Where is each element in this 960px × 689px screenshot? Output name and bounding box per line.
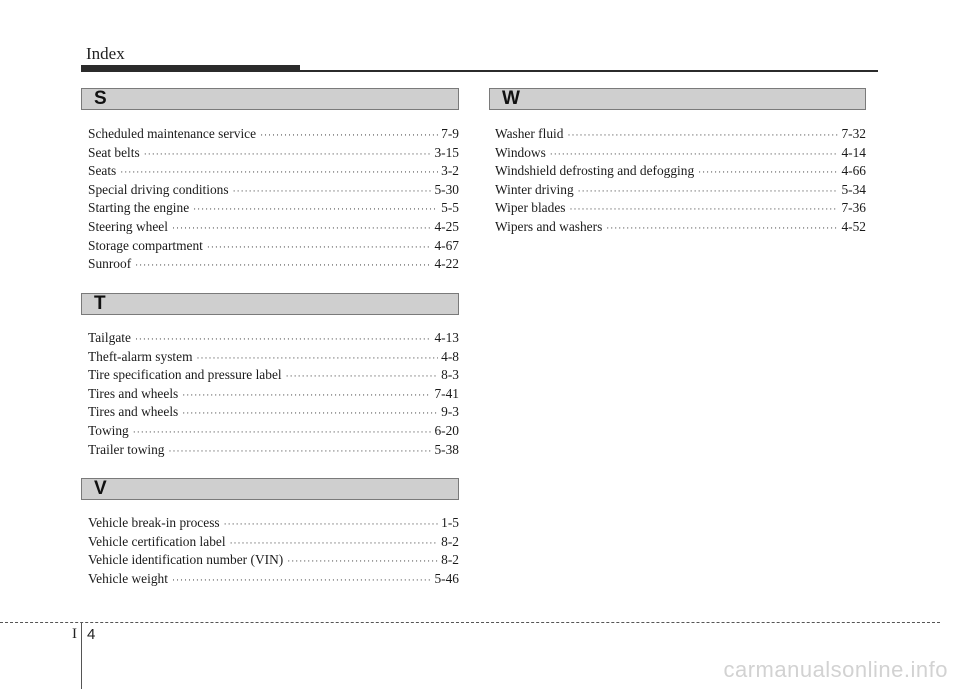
entry-page-ref: 4-14 [841,144,866,160]
entry-page-ref: 8-3 [441,367,459,383]
entry-label: Vehicle break-in process [88,515,220,530]
entry-page-ref: 3-2 [441,163,459,179]
entry-page-ref: 4-67 [434,237,459,253]
dot-leader [135,334,432,344]
dot-leader [182,408,438,418]
section-header-w [489,88,866,110]
entry-label: Vehicle identification number (VIN) [88,552,284,568]
entry-page-ref: 4-66 [841,163,866,179]
index-entry [88,349,459,368]
index-entry [88,404,459,423]
entry-page-ref: 4-22 [434,256,459,272]
entry-label: Special driving conditions [88,181,229,197]
section-header-t [81,293,459,315]
section-header-s [81,88,459,110]
entry-page-ref: 4-13 [434,330,459,345]
entry-page-ref: 5-46 [434,570,459,586]
index-list-w [495,126,866,238]
page-title: Index [86,44,125,63]
entry-label: Towing [88,422,129,438]
index-entry [495,200,866,219]
dot-leader [196,353,438,363]
index-entry [88,145,459,164]
footer-vertical-rule [81,622,82,689]
index-entry [495,219,866,238]
dot-leader [260,130,438,140]
dot-leader [698,167,838,177]
dot-leader [135,260,431,270]
index-entry [88,182,459,201]
dot-leader [224,519,439,529]
entry-label: Seats [88,163,117,179]
footer-dashed-rule [0,622,940,623]
entry-label: Windows [495,144,546,160]
entry-label: Tires and wheels [88,385,179,401]
watermark-text: carmanualsonline.info [723,657,948,682]
index-list-v [88,515,459,589]
index-list-s [88,126,459,275]
index-entry [495,126,866,145]
dot-leader [120,167,438,177]
index-entry [88,442,459,461]
dot-leader [144,149,432,159]
page-number: 4 [87,626,96,643]
entry-page-ref: 9-3 [441,404,459,420]
entry-label: Tailgate [88,330,131,345]
index-entry [88,571,459,590]
section-letter: T [94,293,106,314]
entry-page-ref: 5-38 [434,441,459,457]
index-entry [88,386,459,405]
entry-page-ref: 8-2 [441,533,459,549]
dot-leader [172,223,432,233]
entry-label: Storage compartment [88,237,203,253]
entry-page-ref: 5-5 [441,200,459,216]
index-entry [88,256,459,275]
entry-label: Wiper blades [495,200,566,216]
entry-page-ref: 7-9 [441,126,459,141]
entry-page-ref: 7-32 [841,126,866,141]
dot-leader [567,130,838,140]
dot-leader [230,538,439,548]
entry-label: Scheduled maintenance service [88,126,257,141]
section-letter: W [502,88,520,109]
index-entry [88,330,459,349]
entry-label: Tire specification and pressure label [88,367,282,383]
dot-leader [606,223,838,233]
index-entry [88,515,459,534]
index-entry [88,238,459,257]
entry-label: Tires and wheels [88,404,179,420]
entry-page-ref: 7-41 [434,385,459,401]
dot-leader [207,242,432,252]
index-entry [495,182,866,201]
dot-leader [133,427,432,437]
dot-leader [169,446,432,456]
entry-label: Theft-alarm system [88,348,193,364]
index-entry [88,367,459,386]
entry-page-ref: 3-15 [434,144,459,160]
index-entry [88,423,459,442]
entry-label: Washer fluid [495,126,564,141]
dot-leader [287,556,438,566]
dot-leader [578,186,839,196]
dot-leader [172,575,432,585]
page-section-prefix: I [72,626,77,642]
entry-page-ref: 5-34 [841,181,866,197]
entry-label: Windshield defrosting and defogging [495,163,695,179]
entry-page-ref: 8-2 [441,552,459,568]
entry-label: Sunroof [88,256,132,272]
entry-page-ref: 6-20 [434,422,459,438]
dot-leader [550,149,839,159]
dot-leader [286,371,439,381]
entry-label: Winter driving [495,181,574,197]
index-entry [495,145,866,164]
entry-page-ref: 4-52 [841,218,866,234]
entry-label: Wipers and washers [495,218,603,234]
index-entry [88,534,459,553]
index-entry [495,163,866,182]
entry-label: Vehicle weight [88,570,168,586]
entry-label: Vehicle certification label [88,533,226,549]
entry-page-ref: 5-30 [434,181,459,197]
index-entry [88,552,459,571]
entry-label: Trailer towing [88,441,165,457]
entry-label: Seat belts [88,144,140,160]
index-list-t [88,330,459,460]
dot-leader [182,390,431,400]
entry-page-ref: 4-8 [441,348,459,364]
entry-page-ref: 4-25 [434,218,459,234]
entry-label: Steering wheel [88,218,168,234]
dot-leader [193,204,438,214]
header-rule [81,70,878,72]
index-entry [88,200,459,219]
index-entry [88,163,459,182]
dot-leader [569,204,838,214]
section-letter: V [94,478,107,499]
index-entry [88,126,459,145]
entry-page-ref: 7-36 [841,200,866,216]
dot-leader [233,186,432,196]
entry-label: Starting the engine [88,200,190,216]
index-entry [88,219,459,238]
section-header-v [81,478,459,500]
section-letter: S [94,88,107,109]
entry-page-ref: 1-5 [441,515,459,530]
